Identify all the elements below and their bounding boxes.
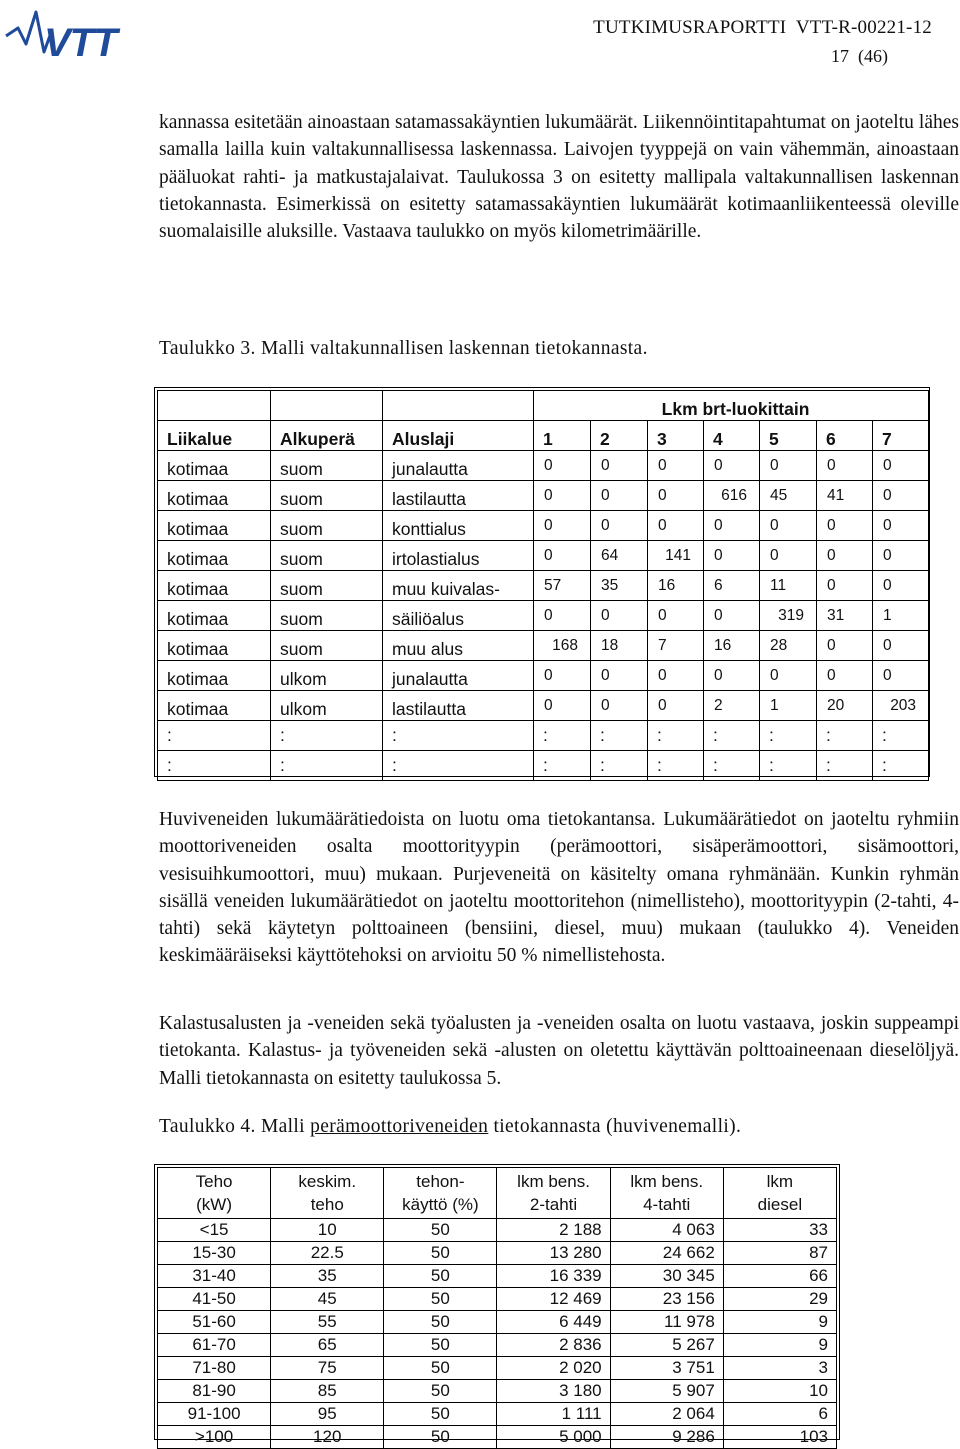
table4-row — [158, 1288, 837, 1311]
table4-cell: 81-90 — [158, 1380, 271, 1403]
table3-caption: Taulukko 3. Malli valtakunnallisen laskennan tietokannasta. — [159, 338, 648, 359]
table3-cell: : — [760, 751, 817, 781]
table3-cell: 0 — [534, 511, 591, 541]
table3-cell: 0 — [648, 451, 704, 481]
table3-cell: 0 — [534, 451, 591, 481]
table4-row — [158, 1334, 837, 1357]
table3-cell: : — [271, 751, 383, 781]
fishing-paragraph: Kalastusalusten ja -veneiden sekä työalusten ja -veneiden osalta on luotu vastaava, joskin suppeampi tietokanta. Kalastus- ja työveneiden sekä -alusten on oletettu käyttävän polttoaineenaan dieselöljyä. Malli tietokannasta on esitetty taulukossa 5. — [159, 1013, 959, 1089]
table3-cell: konttialus — [383, 511, 534, 541]
table3-cell: ulkom — [271, 691, 383, 721]
table3-cell: 0 — [760, 661, 817, 691]
table3-cell: 0 — [873, 571, 929, 601]
table3-cell: junalautta — [383, 451, 534, 481]
table4-column-header — [497, 1168, 610, 1219]
table4-row — [158, 1403, 837, 1426]
table4-cell: 5 000 — [497, 1426, 610, 1449]
table3-cell: : — [648, 751, 704, 781]
table4-cell: 4 063 — [610, 1219, 723, 1242]
table3-cell: 0 — [648, 691, 704, 721]
table3-cell: kotimaa — [158, 661, 271, 691]
table3-cell: lastilautta — [383, 691, 534, 721]
table4-header-line: lkm bens. — [517, 1172, 590, 1191]
table4-cell: 3 — [723, 1357, 836, 1380]
table4-cell: 50 — [384, 1380, 497, 1403]
table4-header-line: diesel — [757, 1195, 803, 1214]
table3-row — [158, 541, 929, 571]
table4-header-line: teho — [310, 1195, 344, 1214]
table3-cell: : — [817, 751, 873, 781]
table3-column-header: 7 — [873, 421, 929, 451]
table4-cell: 85 — [271, 1380, 384, 1403]
table4-cell: 87 — [723, 1242, 836, 1265]
table3-cell: 28 — [760, 631, 817, 661]
table4-cell: 75 — [271, 1357, 384, 1380]
table4-header-line: (kW) — [196, 1195, 233, 1214]
table3-cell: 0 — [591, 481, 648, 511]
intro-paragraph: kannassa esitetään ainoastaan satamassakäyntien lukumäärät. Liikennöintitapahtumat on jaoteltu lähes samalla lailla kuin valtakunnallisessa laskennassa. Laivojen tyyppejä on vain vähemmän, ainoastaan pääluokat rahti- ja matkustajalaivat. Taulukossa 3 on esitetty mallipala valtakunnallisen laskennan tietokannasta. Esimerkissä on esitetty satamassakäyntien lukumäärät kotimaanliikenteessä oleville suomalaisille aluksille. Vastaava taulukko on myös kilometrimäärille. — [159, 112, 959, 243]
table3-cell: 0 — [534, 541, 591, 571]
table3 — [154, 387, 930, 777]
table3-cell: : — [873, 751, 929, 781]
table3-cell: 1 — [873, 601, 929, 631]
table4-row — [158, 1426, 837, 1449]
table3-cell: 0 — [704, 511, 760, 541]
table3-cell: lastilautta — [383, 481, 534, 511]
table4-cell: 9 — [723, 1334, 836, 1357]
table4-cell: 71-80 — [158, 1357, 271, 1380]
table4-cell: 61-70 — [158, 1334, 271, 1357]
table4-cell: 9 286 — [610, 1426, 723, 1449]
table4-header-line: käyttö (%) — [402, 1195, 479, 1214]
table3-row — [158, 601, 929, 631]
table4-cell: 55 — [271, 1311, 384, 1334]
table3-cell: 0 — [817, 511, 873, 541]
table3-column-header: 1 — [534, 421, 591, 451]
table3-cell: 0 — [873, 661, 929, 691]
table4-column-header — [271, 1168, 384, 1219]
table4-header-line: keskim. — [298, 1172, 357, 1191]
table4-cell: 50 — [384, 1357, 497, 1380]
table4-cell: 12 469 — [497, 1288, 610, 1311]
table3-cell: 0 — [648, 661, 704, 691]
table4-cell: 50 — [384, 1265, 497, 1288]
table4-header-line: tehon- — [416, 1172, 465, 1191]
table4 — [154, 1164, 840, 1446]
report-id: TUTKIMUSRAPORTTI VTT-R-00221-12 — [593, 17, 932, 38]
table4-header-line: Teho — [195, 1172, 233, 1191]
table3-cell: suom — [271, 541, 383, 571]
table3-cell: 0 — [817, 451, 873, 481]
table3-cell: : — [591, 751, 648, 781]
table3-cell: 64 — [591, 541, 648, 571]
table4-cell: 6 449 — [497, 1311, 610, 1334]
table3-column-header: 4 — [704, 421, 760, 451]
table4-cell: 24 662 — [610, 1242, 723, 1265]
table4-cell: 65 — [271, 1334, 384, 1357]
table3-column-header: Liikalue — [158, 421, 271, 451]
table4-cell: 3 751 — [610, 1357, 723, 1380]
table3-cell: 203 — [873, 691, 929, 721]
table3-cell: : — [760, 721, 817, 751]
table3-column-header: 5 — [760, 421, 817, 451]
table3-cell: 0 — [817, 661, 873, 691]
table4-cell: 50 — [384, 1311, 497, 1334]
table3-column-header: Alkuperä — [271, 421, 383, 451]
table3-row — [158, 661, 929, 691]
table4-cell: 95 — [271, 1403, 384, 1426]
table3-cell: 0 — [704, 451, 760, 481]
table3-cell: 0 — [591, 451, 648, 481]
table4-header-line: lkm — [766, 1172, 794, 1191]
table4-cell: 5 907 — [610, 1380, 723, 1403]
table3-row — [158, 451, 929, 481]
table3-cell: : — [383, 751, 534, 781]
table3-cell: : — [648, 721, 704, 751]
table3-cell: 0 — [817, 541, 873, 571]
table3-cell: kotimaa — [158, 601, 271, 631]
table3-cell: : — [158, 721, 271, 751]
table3-cell: 0 — [534, 481, 591, 511]
table3-column-header-row — [158, 421, 929, 451]
table3-row — [158, 691, 929, 721]
table3-empty-header-cell — [158, 391, 271, 421]
table4-cell: 35 — [271, 1265, 384, 1288]
table4-cell: 45 — [271, 1288, 384, 1311]
table3-cell: 0 — [817, 631, 873, 661]
table3-cell: 0 — [873, 451, 929, 481]
table4-cell: 23 156 — [610, 1288, 723, 1311]
table3-cell: 0 — [873, 631, 929, 661]
table4-cell: 16 339 — [497, 1265, 610, 1288]
table3-cell: junalautta — [383, 661, 534, 691]
table3-cell: : — [534, 721, 591, 751]
table3-cell: 0 — [760, 451, 817, 481]
table3-cell: ulkom — [271, 661, 383, 691]
table4-caption-suffix: tietokannasta (huvivenemalli). — [488, 1116, 742, 1137]
table4-cell: 29 — [723, 1288, 836, 1311]
table3-cell: kotimaa — [158, 571, 271, 601]
table4-column-header — [610, 1168, 723, 1219]
table4-cell: 9 — [723, 1311, 836, 1334]
table3-grid — [157, 390, 929, 781]
table4-column-header — [723, 1168, 836, 1219]
table3-cell: 45 — [760, 481, 817, 511]
table3-empty-header-cell — [383, 391, 534, 421]
table3-empty-header-cell — [271, 391, 383, 421]
table4-cell: 1 111 — [497, 1403, 610, 1426]
table3-cell: 0 — [648, 511, 704, 541]
table4-cell: 41-50 — [158, 1288, 271, 1311]
table3-cell: suom — [271, 511, 383, 541]
table4-caption-link: perämoottoriveneiden — [310, 1116, 489, 1137]
table3-cell: : — [704, 751, 760, 781]
table3-cell: 0 — [704, 541, 760, 571]
table4-cell: 50 — [384, 1334, 497, 1357]
table4-cell: 13 280 — [497, 1242, 610, 1265]
table3-cell: 0 — [591, 511, 648, 541]
table4-header-line: 2-tahti — [529, 1195, 578, 1214]
table3-cell: 2 — [704, 691, 760, 721]
table4-column-header — [384, 1168, 497, 1219]
table3-cell: 0 — [817, 571, 873, 601]
table4-cell: 10 — [723, 1380, 836, 1403]
table4-cell: 3 180 — [497, 1380, 610, 1403]
table3-cell: kotimaa — [158, 511, 271, 541]
table3-cell: 0 — [760, 541, 817, 571]
table3-cell: 0 — [648, 601, 704, 631]
table3-cell: suom — [271, 481, 383, 511]
table3-cell: 16 — [648, 571, 704, 601]
table4-row — [158, 1311, 837, 1334]
table4-cell: 2 188 — [497, 1219, 610, 1242]
table4-cell: 11 978 — [610, 1311, 723, 1334]
table4-cell: 6 — [723, 1403, 836, 1426]
table3-cell: : — [383, 721, 534, 751]
table4-cell: 10 — [271, 1219, 384, 1242]
table3-cell: 11 — [760, 571, 817, 601]
table3-cell: 1 — [760, 691, 817, 721]
table4-cell: 33 — [723, 1219, 836, 1242]
table3-column-header: 3 — [648, 421, 704, 451]
boats-paragraph: Huviveneiden lukumäärätiedoista on luotu oma tietokantansa. Lukumäärätiedot on jaoteltu ryhmiin moottoriveneiden osalta moottorityypin (perämoottori, sisäperämoottori, sisämoottori, vesisuihkumoottori, muu) mukaan. Purjeveneitä on käsitelty omana ryhmänään. Kunkin ryhmän sisällä veneiden lukumäärätiedot on jaoteltu moottoritehon (nimellisteho), moottorityypin (2-tahti, 4-tahti) sekä käytetyn polttoaineen (bensiini, diesel, muu) mukaan (taulukko 4). Veneiden keskimääräiseksi käyttötehoksi on arvioitu 50 % nimellistehosta. — [159, 809, 959, 967]
table3-cell: muu kuivalas- — [383, 571, 534, 601]
table4-cell: 120 — [271, 1426, 384, 1449]
table3-cell: 0 — [534, 691, 591, 721]
vtt-logo — [4, 8, 160, 60]
table4-cell: 50 — [384, 1242, 497, 1265]
table4-cell: 50 — [384, 1219, 497, 1242]
table4-row — [158, 1265, 837, 1288]
table3-cell: 18 — [591, 631, 648, 661]
table4-cell: 30 345 — [610, 1265, 723, 1288]
table3-cell: 0 — [760, 511, 817, 541]
table3-cell: 41 — [817, 481, 873, 511]
table4-caption-prefix: Taulukko 4. Malli — [159, 1116, 311, 1137]
table3-cell: : — [817, 721, 873, 751]
table4-row — [158, 1380, 837, 1403]
table4-row — [158, 1219, 837, 1242]
table4-cell: 50 — [384, 1403, 497, 1426]
table3-cell: 0 — [648, 481, 704, 511]
table4-cell: 66 — [723, 1265, 836, 1288]
table3-cell: kotimaa — [158, 451, 271, 481]
table3-cell: : — [534, 751, 591, 781]
table3-cell: : — [158, 751, 271, 781]
table4-cell: 2 020 — [497, 1357, 610, 1380]
table3-cell: 16 — [704, 631, 760, 661]
table3-cell: 616 — [704, 481, 760, 511]
table4-grid — [157, 1167, 837, 1449]
table3-cell: 31 — [817, 601, 873, 631]
table3-cell: 141 — [648, 541, 704, 571]
table4-cell: 2 836 — [497, 1334, 610, 1357]
table3-row — [158, 721, 929, 751]
table3-row — [158, 631, 929, 661]
table3-cell: kotimaa — [158, 691, 271, 721]
table3-cell: 0 — [704, 601, 760, 631]
table3-cell: 0 — [704, 661, 760, 691]
table3-group-header: Lkm brt-luokittain — [534, 391, 929, 421]
table3-cell: 0 — [591, 691, 648, 721]
table4-cell: 50 — [384, 1288, 497, 1311]
table3-group-header-row — [158, 391, 929, 421]
table3-cell: : — [873, 721, 929, 751]
table3-cell: : — [591, 721, 648, 751]
table4-cell: 31-40 — [158, 1265, 271, 1288]
table3-cell: : — [704, 721, 760, 751]
table3-cell: säiliöalus — [383, 601, 534, 631]
table3-cell: 0 — [534, 661, 591, 691]
table4-column-header — [158, 1168, 271, 1219]
table4-cell: 15-30 — [158, 1242, 271, 1265]
table4-cell: <15 — [158, 1219, 271, 1242]
table3-row — [158, 751, 929, 781]
table4-cell: 22.5 — [271, 1242, 384, 1265]
table3-column-header: 2 — [591, 421, 648, 451]
table3-cell: 0 — [591, 661, 648, 691]
table4-cell: 50 — [384, 1426, 497, 1449]
table4-cell: 2 064 — [610, 1403, 723, 1426]
table3-cell: 35 — [591, 571, 648, 601]
table4-cell: >100 — [158, 1426, 271, 1449]
table3-cell: 57 — [534, 571, 591, 601]
table3-cell: 0 — [873, 541, 929, 571]
table3-cell: : — [271, 721, 383, 751]
table3-cell: muu alus — [383, 631, 534, 661]
table3-cell: 7 — [648, 631, 704, 661]
table3-cell: 6 — [704, 571, 760, 601]
logo-text: VTT — [44, 21, 117, 60]
table3-cell: suom — [271, 631, 383, 661]
table3-cell: 0 — [873, 511, 929, 541]
table4-cell: 5 267 — [610, 1334, 723, 1357]
table4-caption — [159, 1116, 741, 1138]
table4-cell: 91-100 — [158, 1403, 271, 1426]
table4-header-line: lkm bens. — [630, 1172, 704, 1191]
table3-cell: 0 — [534, 601, 591, 631]
table3-cell: kotimaa — [158, 481, 271, 511]
table3-cell: 168 — [534, 631, 591, 661]
table4-cell: 51-60 — [158, 1311, 271, 1334]
table4-header-line: 4-tahti — [643, 1195, 691, 1214]
table3-column-header: 6 — [817, 421, 873, 451]
table4-cell: 103 — [723, 1426, 836, 1449]
page-number: 17 (46) — [831, 46, 888, 66]
table4-row — [158, 1357, 837, 1380]
table3-row — [158, 511, 929, 541]
table4-row — [158, 1242, 837, 1265]
table3-cell: kotimaa — [158, 541, 271, 571]
table4-header-row — [158, 1168, 837, 1219]
table3-cell: kotimaa — [158, 631, 271, 661]
table3-cell: irtolastialus — [383, 541, 534, 571]
table3-cell: 319 — [760, 601, 817, 631]
table3-row — [158, 481, 929, 511]
table3-column-header: Aluslaji — [383, 421, 534, 451]
table3-cell: suom — [271, 601, 383, 631]
table3-cell: 0 — [591, 601, 648, 631]
table3-cell: suom — [271, 451, 383, 481]
table3-row — [158, 571, 929, 601]
table3-cell: 0 — [873, 481, 929, 511]
table3-cell: suom — [271, 571, 383, 601]
table3-cell: 20 — [817, 691, 873, 721]
